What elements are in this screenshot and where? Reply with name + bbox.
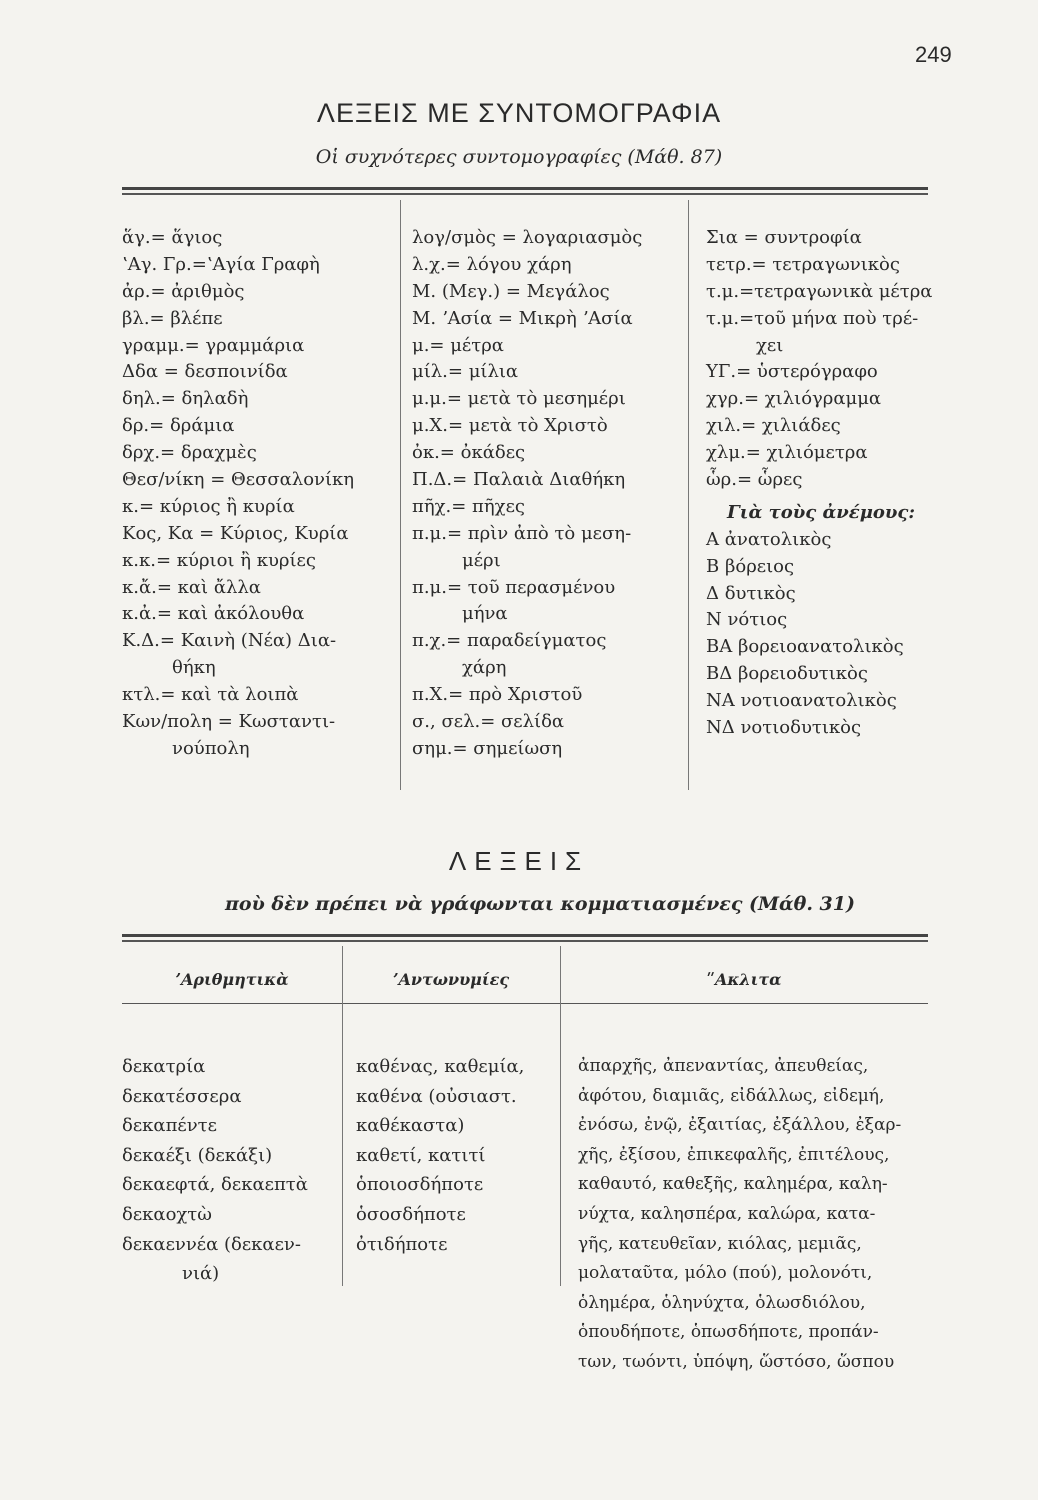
abbrev-entry: σ., σελ.= σελίδα — [412, 711, 565, 733]
wind-entry: ΒΑ βορειοανατολικὸς — [706, 636, 904, 658]
abbrev-entry: Θεσ/νίκη = Θεσσαλονίκη — [122, 469, 355, 491]
wind-entry: Ν νότιος — [706, 609, 788, 631]
wind-entry: ΒΔ βορειοδυτικὸς — [706, 663, 868, 685]
abbrev-entry: χλμ.= χιλιόμετρα — [706, 442, 868, 464]
word-entry: των, τωόντι, ὑπόψη, ὥστόσο, ὥσπου — [578, 1351, 895, 1372]
abbrev-entry-continued: μήνα — [462, 603, 508, 625]
word-entry: ὁπουδήποτε, ὁπωσδήποτε, προπάν- — [578, 1322, 879, 1343]
abbrev-entry: δρχ.= δραχμὲς — [122, 442, 257, 464]
abbrev-entry: τ.μ.=τετραγωνικὰ μέτρα — [706, 280, 933, 302]
word-entry: δεκαέξι (δεκάξι) — [122, 1144, 273, 1166]
word-entry-continued: νιά) — [182, 1263, 220, 1285]
word-entry: γῆς, κατευθεῖαν, κιόλας, μεμιᾶς, — [578, 1233, 862, 1254]
abbrev-entry: γραμμ.= γραμμάρια — [122, 334, 305, 356]
abbrev-entry: δρ.= δράμια — [122, 415, 235, 437]
abbrev-entry: μ.μ.= μετὰ τὸ μεσημέρι — [412, 388, 626, 410]
abbrev-column-2 — [412, 225, 642, 763]
winds-heading: Γιὰ τοὺς ἀνέμους: — [727, 501, 915, 523]
abbrev-entry: ἀρ.= ἀριθμὸς — [122, 280, 245, 302]
abbrev-entry: Κων/πολη = Κωσταντι- — [122, 711, 336, 733]
abbrev-entry: λ.χ.= λόγου χάρη — [412, 253, 572, 275]
abbrev-entry: βλ.= βλέπε — [122, 307, 223, 329]
word-entry: ἐνόσω, ἐνῷ, ἐξαιτίας, ἐξάλλου, ἐξαρ- — [578, 1115, 902, 1136]
abbrev-entry: Μ. (Μεγ.) = Μεγάλος — [412, 280, 610, 302]
word-entry: καθένας, καθεμία, — [356, 1056, 525, 1077]
abbrev-entry: κ.ἀ.= καὶ ἀκόλουθα — [122, 603, 305, 625]
abbrev-column-1 — [122, 225, 354, 763]
abbrev-entry: ʽΑγ. Γρ.=ʽΑγία Γραφὴ — [122, 253, 320, 275]
abbrev-entry: σημ.= σημείωση — [412, 737, 563, 759]
arithmetika-list — [122, 1052, 308, 1289]
word-entry: νύχτα, καλησπέρα, καλώρα, κατα- — [578, 1203, 876, 1224]
section-title-abbreviations: ΛΕΞΕΙΣ ΜΕ ΣΥΝΤΟΜΟΓΡΑΦΙΑ — [316, 98, 722, 128]
column-divider-2 — [688, 200, 689, 790]
section-title-words: ΛΕΞΕΙΣ — [448, 846, 590, 876]
word-entry: δεκαπέντε — [122, 1115, 217, 1137]
header-aklita: ʺΑκλιτα — [706, 970, 782, 989]
abbrev-entry: κ.ἄ.= καὶ ἄλλα — [122, 576, 261, 598]
abbrev-entry: χιλ.= χιλιάδες — [706, 415, 841, 437]
word-entry: ἀφότου, διαμιᾶς, εἰδάλλως, εἰδεμή, — [578, 1085, 885, 1106]
header-antonymies: ʼΑντωνυμίες — [392, 970, 510, 989]
abbrev-entry: Κος, Κα = Κύριος, Κυρία — [122, 522, 349, 544]
words-divider-1 — [342, 946, 343, 1286]
abbrev-entry: τετρ.= τετραγωνικὸς — [706, 253, 900, 275]
abbrev-entry: μίλ.= μίλια — [412, 361, 519, 383]
words-header-rule — [122, 1003, 928, 1004]
abbrev-entry: ἅγ.= ἅγιος — [122, 227, 223, 248]
abbrev-entry: Σια = συντροφία — [706, 227, 862, 248]
word-entry: καθένα (οὐσιαστ. — [356, 1085, 517, 1107]
page-number: 249 — [915, 42, 952, 67]
word-entry: δεκαεννέα (δεκαεν- — [122, 1233, 301, 1255]
abbrev-entry: ὧρ.= ὧρες — [706, 469, 803, 491]
aklita-list — [578, 1052, 901, 1378]
word-entry: καθέκαστα) — [356, 1115, 465, 1137]
abbrev-entry: Δδα = δεσποινίδα — [122, 361, 288, 383]
abbrev-entry: λογ/σμὸς = λογαριασμὸς — [412, 227, 643, 248]
abbrev-column-3 — [706, 225, 936, 742]
word-entry: δεκατρία — [122, 1056, 206, 1077]
abbrev-entry: μ.= μέτρα — [412, 334, 504, 356]
word-entry: ἀπαρχῆς, ἀπεναντίας, ἀπευθείας, — [578, 1056, 869, 1076]
abbrev-entry: ὀκ.= ὀκάδες — [412, 442, 526, 464]
header-arithmetika: ʼΑριθμητικὰ — [175, 970, 289, 989]
abbrev-entry-continued: μέρι — [462, 549, 501, 571]
wind-entry: Δ δυτικὸς — [706, 582, 796, 604]
word-entry: χῆς, ἐξίσου, ἐπικεφαλῆς, ἐπιτέλους, — [578, 1144, 890, 1165]
abbrev-entry: τ.μ.=τοῦ μήνα ποὺ τρέ- — [706, 307, 919, 329]
word-entry: ὁποιοσδήποτε — [356, 1174, 484, 1196]
wind-entry: Α ἀνατολικὸς — [706, 528, 832, 550]
abbrev-entry: Κ.Δ.= Καινὴ (Νέα) Δια- — [122, 630, 337, 652]
abbrev-entry: π.χ.= παραδείγματος — [412, 630, 607, 652]
word-entry: δεκατέσσερα — [122, 1085, 242, 1107]
abbrev-entry: π.μ.= τοῦ περασμένου — [412, 576, 616, 598]
words-top-rule — [122, 934, 928, 937]
abbrev-entry: π.Χ.= πρὸ Χριστοῦ — [412, 684, 583, 706]
abbrev-entry: ΥΓ.= ὑστερόγραφο — [706, 361, 878, 383]
antonymies-list — [356, 1052, 524, 1259]
abbrev-entry: Π.Δ.= Παλαιὰ Διαθήκη — [412, 469, 626, 491]
wind-entry: ΝΔ νοτιοδυτικὸς — [706, 717, 862, 739]
word-entry: καθαυτό, καθεξῆς, καλημέρα, καλη- — [578, 1174, 888, 1195]
abbrev-entry-continued: χάρη — [462, 657, 507, 679]
word-entry: δεκαεφτά, δεκαεπτὰ — [122, 1174, 308, 1196]
column-divider-1 — [400, 200, 401, 790]
abbrev-entry-continued: θήκη — [172, 657, 216, 679]
word-entry: καθετί, κατιτί — [356, 1144, 486, 1166]
wind-entry: ΝΑ νοτιοανατολικὸς — [706, 690, 897, 712]
word-entry: ὁλημέρα, ὁληνύχτα, ὁλωσδιόλου, — [578, 1292, 866, 1313]
words-divider-2 — [560, 946, 561, 1286]
abbrev-entry: π.μ.= πρὶν ἀπὸ τὸ μεση- — [412, 522, 632, 544]
abbrev-entry: μ.Χ.= μετὰ τὸ Χριστὸ — [412, 415, 608, 437]
wind-entry: Β βόρειος — [706, 555, 795, 577]
words-top-rule-thin — [122, 940, 928, 942]
abbrev-entry: Μ. ʼΑσία = Μικρὴ ʼΑσία — [412, 307, 633, 329]
abbrev-entry: δηλ.= δηλαδὴ — [122, 388, 249, 410]
word-entry: ὀτιδήποτε — [356, 1233, 448, 1255]
word-entry: δεκαοχτὼ — [122, 1203, 212, 1225]
abbrev-entry: χγρ.= χιλιόγραμμα — [706, 388, 882, 410]
abbrev-entry-continued: νούπολη — [172, 737, 250, 759]
section-subtitle-words: ποὺ δὲν πρέπει νὰ γράφωνται κομματιασμένες (Μάθ. 31) — [225, 893, 855, 915]
abbrev-entry: κτλ.= καὶ τὰ λοιπὰ — [122, 684, 299, 706]
abbrev-entry: κ.κ.= κύριοι ἢ κυρίες — [122, 549, 316, 571]
abbrev-entry: πῆχ.= πῆχες — [412, 495, 525, 517]
word-entry: ὁσοσδήποτε — [356, 1203, 466, 1225]
abbrev-entry: κ.= κύριος ἢ κυρία — [122, 495, 295, 517]
section-subtitle-abbreviations: Οἱ συχνότερες συντομογραφίες (Μάθ. 87) — [315, 146, 723, 168]
abbrev-entry-continued: χει — [756, 334, 784, 356]
word-entry: μολαταῦτα, μόλο (πού), μολονότι, — [578, 1263, 873, 1284]
top-rule — [122, 187, 928, 190]
top-rule-thin — [122, 193, 928, 195]
